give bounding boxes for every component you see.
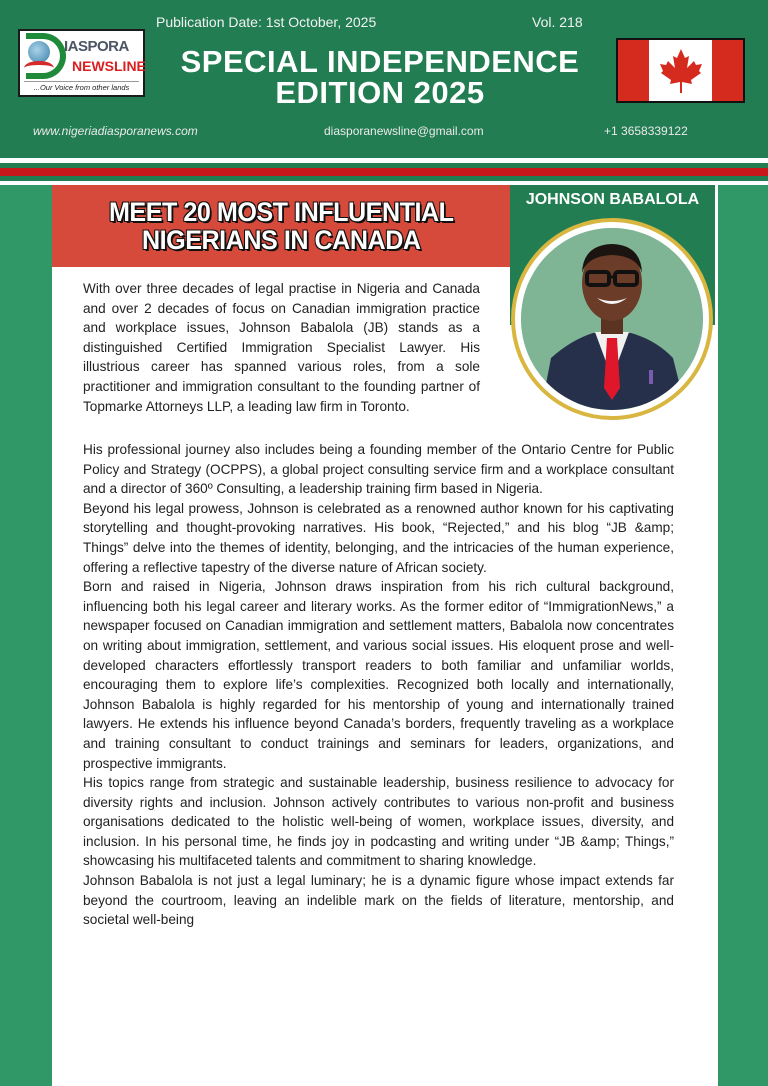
logo-brand-second: NEWSLINE (72, 58, 146, 74)
publication-date: Publication Date: 1st October, 2025 (156, 14, 377, 30)
edition-title (150, 46, 610, 108)
article-paragraph: Johnson Babalola is not just a legal luminary; he is a dynamic figure whose impact extends far beyond the courtroom, leaving an indelible mark on the fields of literature, mentorship, and societal well-being (83, 873, 674, 928)
person-portrait-icon (521, 228, 703, 410)
swoosh-icon (24, 61, 54, 75)
headline-banner (52, 185, 510, 267)
maple-leaf-icon (659, 47, 703, 95)
headline-line1: MEET 20 MOST INFLUENTIAL (108, 197, 454, 227)
canada-flag-icon (616, 38, 745, 103)
headline-line2: NIGERIANS IN CANADA (141, 225, 421, 255)
article-intro: With over three decades of legal practise in Nigeria and Canada and over 2 decades of focus on Canadian immigration practice and workplace issues, Johnson Babalola (JB) stands as a distinguished Certified Immigration Specialist Lawyer. His illustrious career has spanned various roles, from a sole practitioner and immigration consultant to the founding partner of Topmarke Attorneys LLP, a leading law firm in Toronto. (83, 281, 480, 414)
article-headline (109, 198, 454, 254)
article-paragraph: Beyond his legal prowess, Johnson is celebrated as a renowned author known for his captivating storytelling and thought-provoking narratives. His book, “Rejected,” and his blog “JB &amp; Things” delve into the themes of identity, belonging, and the intricacies of the human experience, offering a reflective tapestry of the diverse nature of African society. (83, 500, 674, 575)
globe-icon (28, 41, 50, 63)
article-paragraph: His topics range from strategic and sustainable leadership, business resilience to advocacy for diversity rights and inclusion. Johnson actively contributes to various non-profit and business organisations dedicated to the holistic well-being of women, workplace issues, diversity, and inclusion. In his personal time, he finds joy in podcasting and writing under “JB &amp; Things,” showcasing his multifaceted talents and commitment to sharing knowledge. (83, 775, 674, 869)
logo-brand: IASPORA (64, 38, 129, 55)
profile-photo (521, 228, 703, 410)
profile-name: JOHNSON BABALOLA (525, 191, 700, 208)
logo-tagline: ...Our Voice from other lands (24, 81, 139, 92)
phone-number: +1 3658339122 (604, 124, 688, 138)
right-divider (715, 185, 718, 1086)
email-link[interactable]: diasporanewsline@gmail.com (324, 124, 484, 138)
article-paragraph: His professional journey also includes being a founding member of the Ontario Centre for Public Policy and Strategy (OCPPS), a global project consulting service firm and a workplace consultant and a director of 360º Consulting, a leadership training firm based in Nigeria. (83, 442, 674, 497)
masthead (0, 0, 768, 158)
volume-number: Vol. 218 (532, 14, 583, 30)
portrait-frame (511, 218, 713, 420)
edition-title-line1: SPECIAL INDEPENDENCE (180, 44, 580, 79)
article-paragraph: Born and raised in Nigeria, Johnson draws inspiration from his rich cultural background, influencing both his legal career and literary works. As the former editor of “ImmigrationNews,” a newspaper focused on Canadian immigration and settlement matters, Babalola now concentrates on writing about immigration, settlement, and various social issues. His eloquent prose and well-developed characters effortlessly transport readers to both familiar and unfamiliar worlds, encouraging them to explore life’s complexities. Recognized both locally and internationally, Johnson Babalola is highly regarded for his mentorship of young and internationally trained lawyers. He extends his influence beyond Canada’s borders, frequently traveling as a workplace and training consultant to conduct trainings and seminars for leaders, organizations, and prospective immigrants. (83, 579, 674, 771)
website-link[interactable]: www.nigeriadiasporanews.com (33, 124, 198, 138)
stripe-red (0, 168, 768, 176)
article-card (52, 185, 715, 1086)
diaspora-newsline-logo[interactable] (18, 29, 145, 97)
edition-title-line2: EDITION 2025 (275, 75, 485, 110)
article-body (83, 440, 674, 930)
